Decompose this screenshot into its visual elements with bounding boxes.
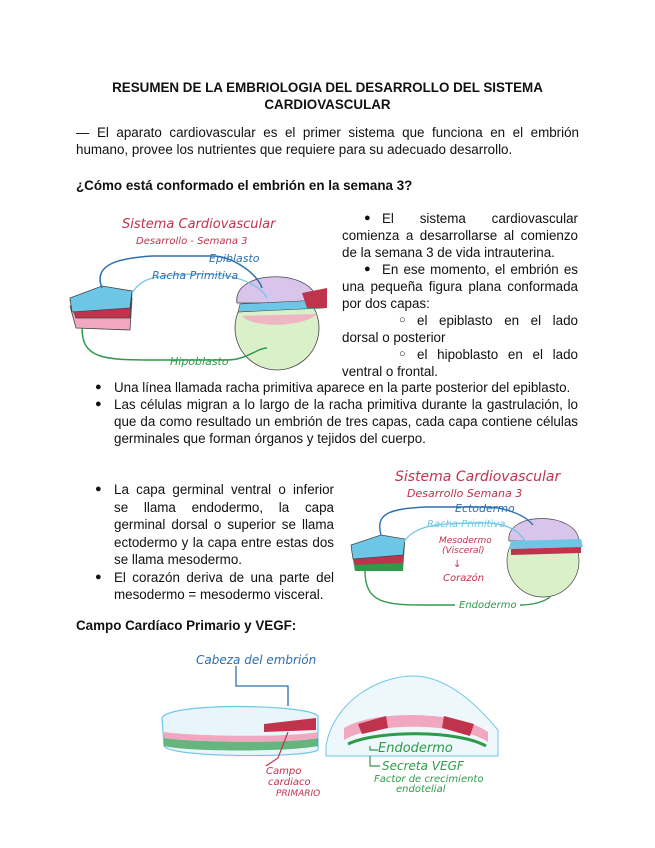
sub-bullet-2: el hipoblasto en el lado ventral o frontal.: [342, 347, 578, 379]
left-bullet-1: La capa germinal ventral o inferior se llama endodermo, la capa germinal dorsal o superior se llama ectodermo y la capa entre estas dos se llama mesodermo.: [114, 482, 334, 567]
fig3-label-endodermo: Endodermo: [378, 741, 453, 756]
fig2-embryo-disc: [351, 535, 405, 571]
fig1-label-hipoblasto: Hipoblasto: [170, 355, 229, 368]
figure-week3-trilaminar: [345, 463, 585, 613]
list-item: [95, 396, 578, 447]
fig3-label-cabeza: Cabeza del embrión: [196, 653, 317, 667]
fig3-label-campo2: cardiaco: [268, 777, 311, 788]
right-column-text: [342, 210, 578, 380]
list-item: [342, 312, 578, 346]
fig3-label-vegf: Secreta VEGF: [382, 759, 464, 773]
fig2-label-meso2: (Visceral): [442, 546, 485, 556]
fig2-embryo-sphere: [507, 519, 583, 598]
figure-week3-bilaminar: [62, 208, 337, 388]
fig2-label-meso1: Mesodermo: [439, 536, 492, 546]
ring-bullet: ○: [399, 314, 406, 326]
bullet-dot: ●: [95, 483, 102, 495]
fig1-embryo-sphere: [235, 277, 327, 370]
document-title: [76, 79, 579, 113]
fig2-label-racha: Racha Primitiva: [427, 519, 506, 530]
list-item: [342, 261, 578, 312]
bullet-dot: ●: [95, 570, 102, 583]
fig3-label-campo1: Campo: [266, 766, 302, 777]
fig2-label-ectodermo: Ectodermo: [455, 502, 515, 515]
fig1-title-2: Desarrollo - Semana 3: [136, 236, 248, 247]
bullet-dot: ●: [95, 398, 102, 410]
sub-bullet-1: el epiblasto en el lado dorsal o posterior: [342, 313, 578, 345]
section-question: ¿Cómo está conformado el embrión en la semana 3?: [76, 178, 413, 193]
list-item: [95, 379, 578, 396]
fig3-label-factor2: endotelial: [396, 784, 446, 795]
list-item: [342, 210, 578, 261]
fig3-label-factor1: Factor de crecimiento: [374, 774, 484, 785]
bullet-dot: ●: [364, 263, 371, 275]
full-bullet-2: Las células migran a lo largo de la racha primitiva durante la gastrulación, lo que da como resultado un embrión de tres capas, cada capa contiene células germinales que forman órganos y tejidos del cuerpo.: [114, 397, 578, 446]
list-item: [95, 481, 334, 569]
title-line-2: CARDIOVASCULAR: [264, 97, 391, 112]
fig2-label-endodermo: Endodermo: [459, 600, 517, 611]
figure-primary-heart-field: [158, 646, 508, 806]
bullet-dot: ●: [95, 381, 102, 393]
right-bullet-1: El sistema cardiovascular comienza a desarrollarse al comienzo de la semana 3 de vida intrauterina.: [342, 211, 578, 260]
intro-paragraph: — El aparato cardiovascular es el primer sistema que funciona en el embrión humano, provee los nutrientes que requiere para su adecuado desarrollo.: [76, 125, 579, 157]
fig3-label-campo3: PRIMARIO: [276, 789, 321, 799]
bullet-dot: ●: [364, 212, 371, 224]
full-bullet-1: Una línea llamada racha primitiva aparece en la parte posterior del epiblasto.: [114, 380, 571, 395]
fig1-embryo-disc: [70, 286, 132, 330]
list-item: [95, 569, 334, 604]
title-line-1: RESUMEN DE LA EMBRIOLOGIA DEL DESARROLLO DEL SISTEMA: [112, 80, 543, 95]
fig2-label-corazon: Corazón: [443, 573, 485, 584]
left-bullet-list: [95, 481, 334, 604]
section-subtitle: Campo Cardíaco Primario y VEGF:: [76, 618, 297, 633]
list-item: [342, 346, 578, 380]
left-bullet-2: El corazón deriva de una parte del mesodermo = mesodermo visceral.: [114, 569, 334, 602]
fig2-title-2: Desarrollo Semana 3: [407, 487, 523, 500]
fig3-embryo-side: [162, 707, 318, 756]
fig1-title-1: Sistema Cardiovascular: [122, 217, 276, 232]
fig1-label-epiblasto: Epiblasto: [209, 252, 260, 265]
full-bullet-list: [95, 379, 578, 447]
right-bullet-2: En ese momento, el embrión es una pequeña figura plana conformada por dos capas:: [342, 262, 578, 311]
ring-bullet: ○: [399, 348, 406, 360]
fig2-label-arrow: ↓: [453, 559, 462, 570]
fig2-title-1: Sistema Cardiovascular: [395, 469, 561, 485]
fig1-label-racha: Racha Primitiva: [152, 269, 239, 282]
